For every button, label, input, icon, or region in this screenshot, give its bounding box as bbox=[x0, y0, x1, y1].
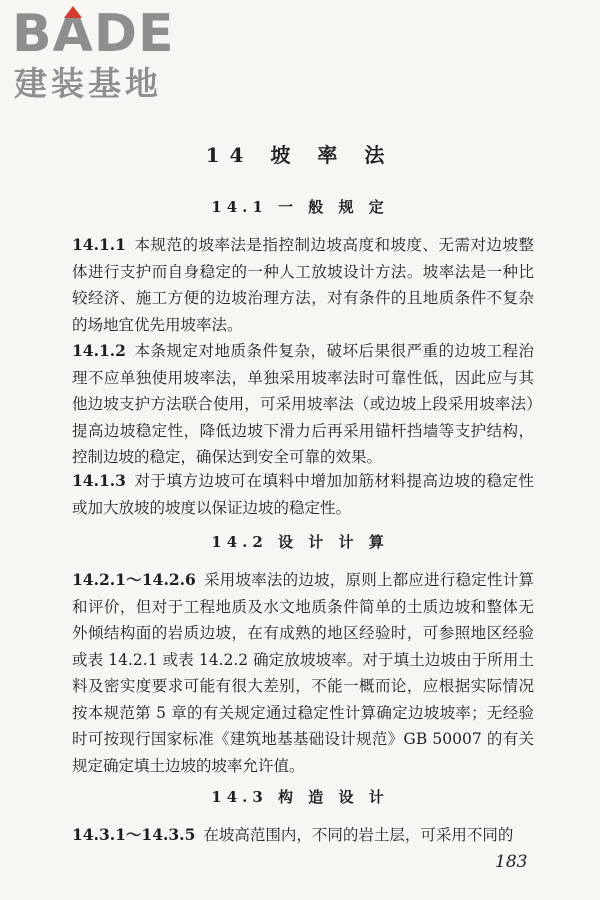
clause-text: 本规范的坡率法是指控制边坡高度和坡度、无需对边坡整体进行支护而自身稳定的一种人工放坡设计方法。坡率法是一种比较经济、施工方便的边坡治理方法，对有条件的且地质条件不复杂的场地宜优先用坡率法。 bbox=[72, 236, 534, 334]
watermark-latin-text: BADE bbox=[12, 4, 175, 64]
page-number: 183 bbox=[495, 852, 528, 872]
clause-number: 14.1.2 bbox=[72, 341, 126, 360]
section-heading-14-1: 14.1 一 般 规 定 bbox=[211, 198, 389, 216]
clause-number: 14.3.1～14.3.5 bbox=[72, 825, 196, 844]
watermark-accent-icon bbox=[64, 6, 82, 18]
clause-text: 在坡高范围内，不同的岩土层，可采用不同的 bbox=[203, 826, 514, 844]
paragraph-14-1-2 bbox=[72, 338, 534, 471]
paragraph-14-1-1 bbox=[72, 232, 534, 338]
clause-number: 14.1.1 bbox=[72, 235, 126, 254]
section-heading-14-3: 14.3 构 造 设 计 bbox=[211, 788, 389, 806]
paragraph-14-2-1-6 bbox=[72, 567, 534, 779]
chapter-title: 14 坡 率 法 bbox=[205, 143, 395, 167]
watermark-chinese-text: 建装基地 bbox=[14, 64, 162, 103]
clause-text: 对于填方边坡可在填料中增加加筋材料提高边坡的稳定性或加大放坡的坡度以保证边坡的稳定性。 bbox=[72, 472, 534, 517]
clause-number: 14.2.1～14.2.6 bbox=[72, 570, 196, 589]
paragraph-14-3-1-5 bbox=[72, 822, 534, 849]
paragraph-14-1-3 bbox=[72, 468, 534, 521]
clause-number: 14.1.3 bbox=[72, 471, 126, 490]
clause-text: 采用坡率法的边坡，原则上都应进行稳定性计算和评价，但对于工程地质及水文地质条件简单的土质边坡和整体无外倾结构面的岩质边坡，在有成熟的地区经验时，可参照地区经验或表 14.2.1 或表 14.2.2 确定放坡坡率。对于填土边坡由于所用土料及密实度要求可能有很大差别，不能一概而论，应根据实际情况按本规范第 5 章的有关规定通过稳定性计算确定边坡坡率；无经验时可按现行国家标准《建筑地基基础设计规范》GB 50007 的有关规定确定填土边坡的坡率允许值。 bbox=[72, 571, 534, 775]
section-heading-14-2: 14.2 设 计 计 算 bbox=[211, 533, 389, 551]
clause-text: 本条规定对地质条件复杂，破坏后果很严重的边坡工程治理不应单独使用坡率法，单独采用坡率法时可靠性低，因此应与其他边坡支护方法联合使用，可采用坡率法（或边坡上段采用坡率法）提高边坡稳定性，降低边坡下滑力后再采用锚杆挡墙等支护结构，控制边坡的稳定，确保达到安全可靠的效果。 bbox=[72, 342, 534, 466]
watermark-logo bbox=[8, 4, 188, 114]
